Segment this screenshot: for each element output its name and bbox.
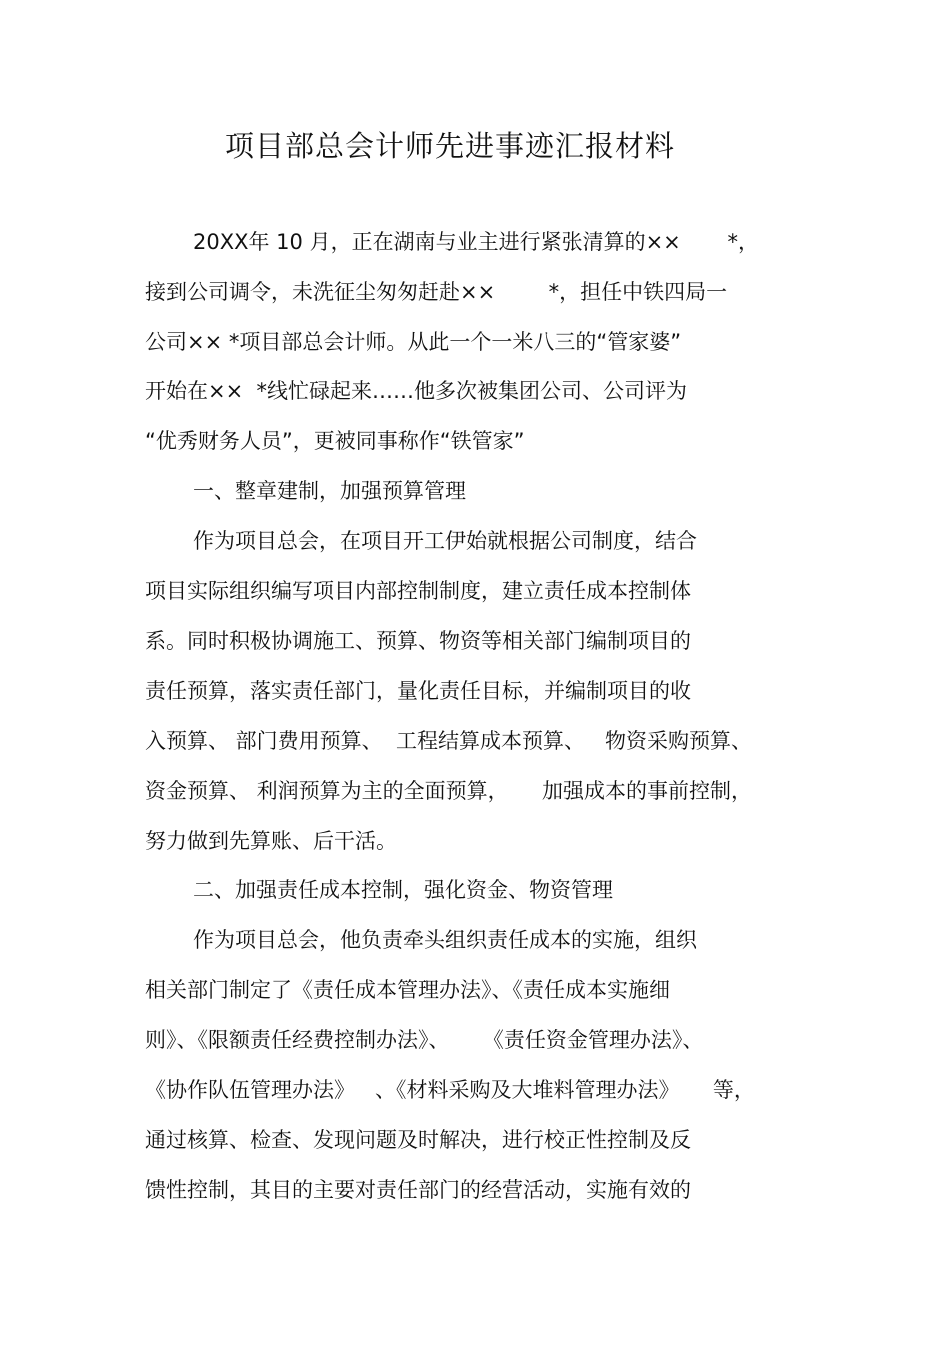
paragraph-line: 20XX年 10 月，正在湖南与业主进行紧张清算的×× *，: [193, 230, 759, 254]
section-heading: 一、整章建制，加强预算管理: [193, 479, 466, 503]
paragraph-line: 则》、《限额责任经费控制办法》、 《责任资金管理办法》、: [145, 1028, 704, 1052]
paragraph-line: 入预算、 部门费用预算、 工程结算成本预算、 物资采购预算、: [145, 729, 753, 753]
paragraph-line: 作为项目总会，在项目开工伊始就根据公司制度，结合: [193, 529, 697, 553]
paragraph-line: 资金预算、 利润预算为主的全面预算， 加强成本的事前控制，: [145, 779, 753, 803]
paragraph-line: 开始在×× *线忙碌起来……他多次被集团公司、公司评为: [145, 379, 688, 403]
paragraph-line: 努力做到先算账、后干活。: [145, 829, 397, 853]
paragraph-line: “优秀财务人员”，更被同事称作“铁管家”: [145, 429, 525, 453]
paragraph-line: 公司×× *项目部总会计师。从此一个一米八三的“管家婆”: [145, 330, 682, 354]
paragraph-line: 责任预算，落实责任部门，量化责任目标，并编制项目的收: [145, 679, 691, 703]
paragraph-line: 《协作队伍管理办法》 、《材料采购及大堆料管理办法》 等，: [145, 1078, 755, 1102]
paragraph-line: 作为项目总会，他负责牵头组织责任成本的实施，组织: [193, 928, 697, 952]
section-heading: 二、加强责任成本控制，强化资金、物资管理: [193, 878, 613, 902]
paragraph-line: 系。同时积极协调施工、预算、物资等相关部门编制项目的: [145, 629, 691, 653]
paragraph-line: 接到公司调令，未洗征尘匆匆赶赴×× *，担任中铁四局一: [145, 280, 728, 304]
paragraph-line: 通过核算、检查、发现问题及时解决，进行校正性控制及反: [145, 1128, 691, 1152]
paragraph-line: 相关部门制定了《责任成本管理办法》、《责任成本实施细: [145, 978, 670, 1002]
paragraph-line: 馈性控制，其目的主要对责任部门的经营活动，实施有效的: [145, 1178, 691, 1202]
document-title: 项目部总会计师先进事迹汇报材料: [224, 129, 675, 163]
paragraph-line: 项目实际组织编写项目内部控制制度，建立责任成本控制体: [145, 579, 691, 603]
